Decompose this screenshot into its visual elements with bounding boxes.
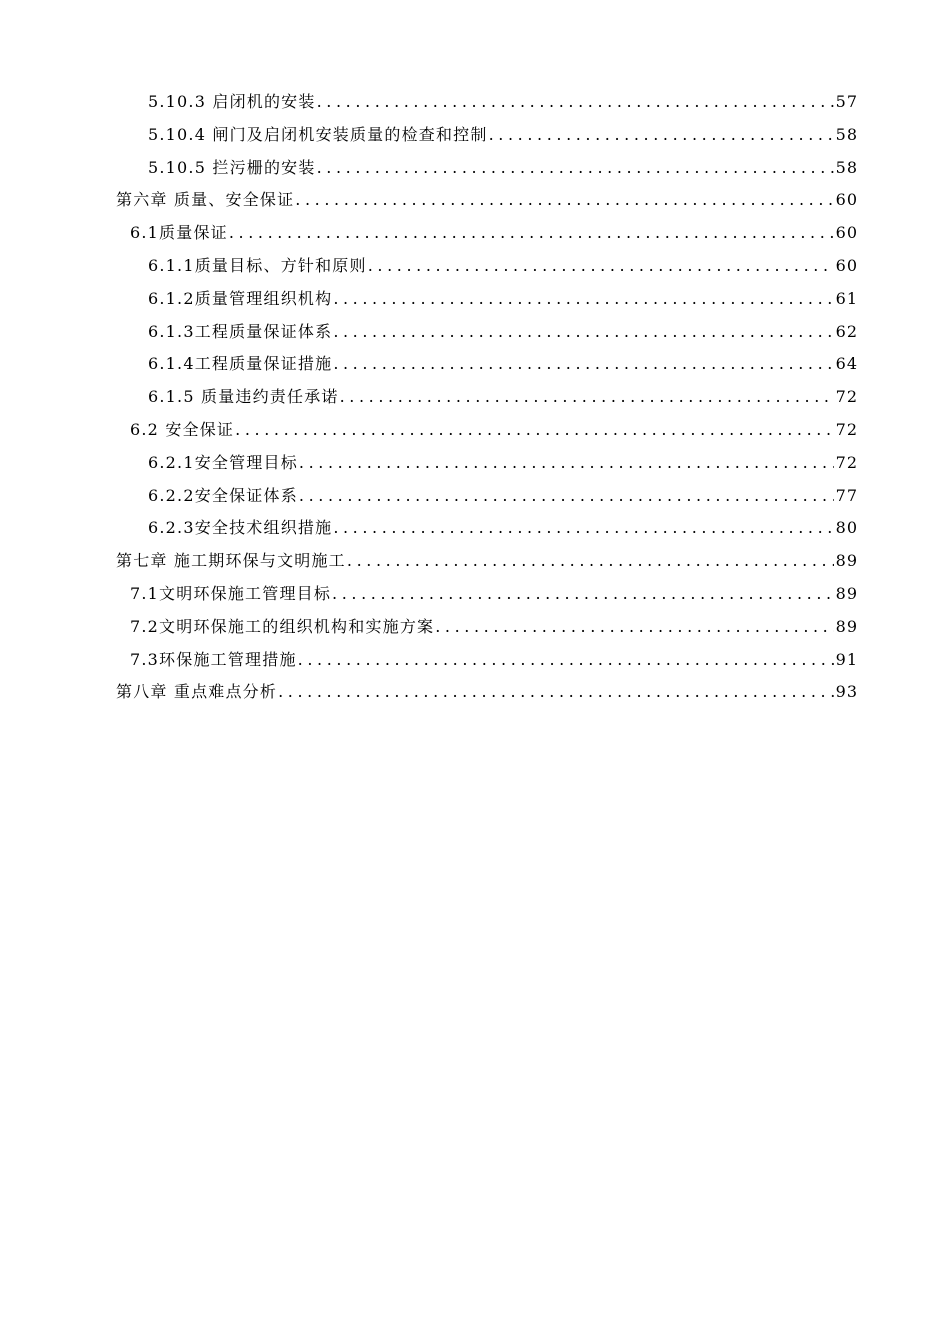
toc-entry[interactable] bbox=[0, 381, 950, 414]
toc-entry-title: 7.3环保施工管理措施 bbox=[130, 649, 297, 669]
toc-entry[interactable] bbox=[0, 283, 950, 316]
toc-dot-leader bbox=[333, 283, 833, 316]
toc-entry-title: 7.2文明环保施工的组织机构和实施方案 bbox=[130, 616, 435, 636]
toc-dot-leader bbox=[333, 512, 833, 545]
toc-entry-title: 6.2.3安全技术组织措施 bbox=[148, 518, 333, 538]
toc-entry-page: 61 bbox=[835, 288, 858, 308]
toc-dot-leader bbox=[435, 611, 833, 644]
toc-entry-page: 58 bbox=[835, 157, 858, 177]
toc-entry-title: 6.1.1质量目标、方针和原则 bbox=[148, 255, 367, 275]
toc-entry-title: 6.1.3工程质量保证体系 bbox=[148, 321, 333, 341]
toc-dot-leader bbox=[295, 184, 833, 217]
toc-entry-title: 6.1.5 质量违约责任承诺 bbox=[148, 387, 339, 407]
toc-entry-page: 89 bbox=[835, 616, 858, 636]
toc-entry-page: 72 bbox=[835, 452, 858, 472]
toc-entry[interactable] bbox=[0, 250, 950, 283]
toc-entry-title: 6.2.1安全管理目标 bbox=[148, 452, 298, 472]
toc-entry-page: 57 bbox=[835, 92, 858, 111]
toc-dot-leader bbox=[299, 447, 834, 480]
toc-entry-title: 5.10.3 启闭机的安装 bbox=[148, 92, 316, 111]
toc-entry-page: 77 bbox=[835, 485, 858, 505]
toc-entry[interactable] bbox=[0, 152, 950, 185]
toc-entry-section[interactable] bbox=[0, 414, 950, 447]
toc-entry[interactable] bbox=[0, 119, 950, 152]
toc-entry[interactable] bbox=[0, 512, 950, 545]
toc-entry-page: 64 bbox=[835, 354, 858, 374]
toc-entry-page: 72 bbox=[835, 419, 858, 439]
toc-entry-title: 5.10.4 闸门及启闭机安装质量的检查和控制 bbox=[148, 124, 488, 144]
toc-dot-leader bbox=[332, 578, 834, 611]
toc-entry-title: 第六章 质量、安全保证 bbox=[116, 190, 295, 210]
table-of-contents bbox=[0, 86, 950, 709]
toc-entry-title: 5.10.5 拦污栅的安装 bbox=[148, 157, 316, 177]
toc-entry-section[interactable] bbox=[0, 611, 950, 644]
toc-dot-leader bbox=[278, 676, 834, 709]
toc-entry-title: 7.1文明环保施工管理目标 bbox=[130, 583, 332, 603]
toc-entry[interactable] bbox=[0, 316, 950, 349]
toc-dot-leader bbox=[333, 316, 833, 349]
toc-entry-page: 72 bbox=[835, 387, 858, 407]
toc-entry-page: 62 bbox=[835, 321, 858, 341]
toc-entry-section[interactable] bbox=[0, 217, 950, 250]
toc-entry-title: 6.1质量保证 bbox=[130, 223, 228, 243]
toc-entry-title: 第八章 重点难点分析 bbox=[116, 682, 278, 702]
toc-entry-page: 60 bbox=[835, 223, 858, 243]
toc-entry-page: 60 bbox=[835, 255, 858, 275]
toc-entry-page: 80 bbox=[835, 518, 858, 538]
toc-entry-chapter[interactable] bbox=[0, 184, 950, 217]
toc-dot-leader bbox=[229, 217, 834, 250]
toc-entry[interactable] bbox=[0, 86, 950, 119]
toc-entry-title: 6.1.2质量管理组织机构 bbox=[148, 288, 333, 308]
toc-entry-title: 6.2 安全保证 bbox=[130, 419, 235, 439]
toc-dot-leader bbox=[347, 545, 834, 578]
toc-entry-page: 58 bbox=[835, 124, 858, 144]
toc-dot-leader bbox=[235, 414, 834, 447]
toc-entry-page: 89 bbox=[835, 551, 858, 571]
toc-dot-leader bbox=[317, 86, 834, 119]
toc-entry[interactable] bbox=[0, 447, 950, 480]
toc-dot-leader bbox=[299, 480, 834, 513]
toc-entry-title: 6.2.2安全保证体系 bbox=[148, 485, 298, 505]
toc-entry-title: 6.1.4工程质量保证措施 bbox=[148, 354, 333, 374]
toc-entry-page: 91 bbox=[835, 649, 858, 669]
toc-entry[interactable] bbox=[0, 348, 950, 381]
toc-entry-chapter[interactable] bbox=[0, 545, 950, 578]
toc-entry-page: 60 bbox=[835, 190, 858, 210]
toc-entry-section[interactable] bbox=[0, 578, 950, 611]
toc-entry[interactable] bbox=[0, 480, 950, 513]
toc-dot-leader bbox=[298, 644, 834, 677]
toc-entry-page: 89 bbox=[835, 583, 858, 603]
toc-entry-chapter[interactable] bbox=[0, 676, 950, 709]
toc-dot-leader bbox=[368, 250, 834, 283]
toc-dot-leader bbox=[340, 381, 834, 414]
toc-entry-title: 第七章 施工期环保与文明施工 bbox=[116, 551, 346, 571]
toc-entry-section[interactable] bbox=[0, 644, 950, 677]
toc-dot-leader bbox=[333, 348, 833, 381]
toc-dot-leader bbox=[317, 152, 834, 185]
toc-dot-leader bbox=[489, 119, 834, 152]
toc-entry-page: 93 bbox=[835, 682, 858, 702]
